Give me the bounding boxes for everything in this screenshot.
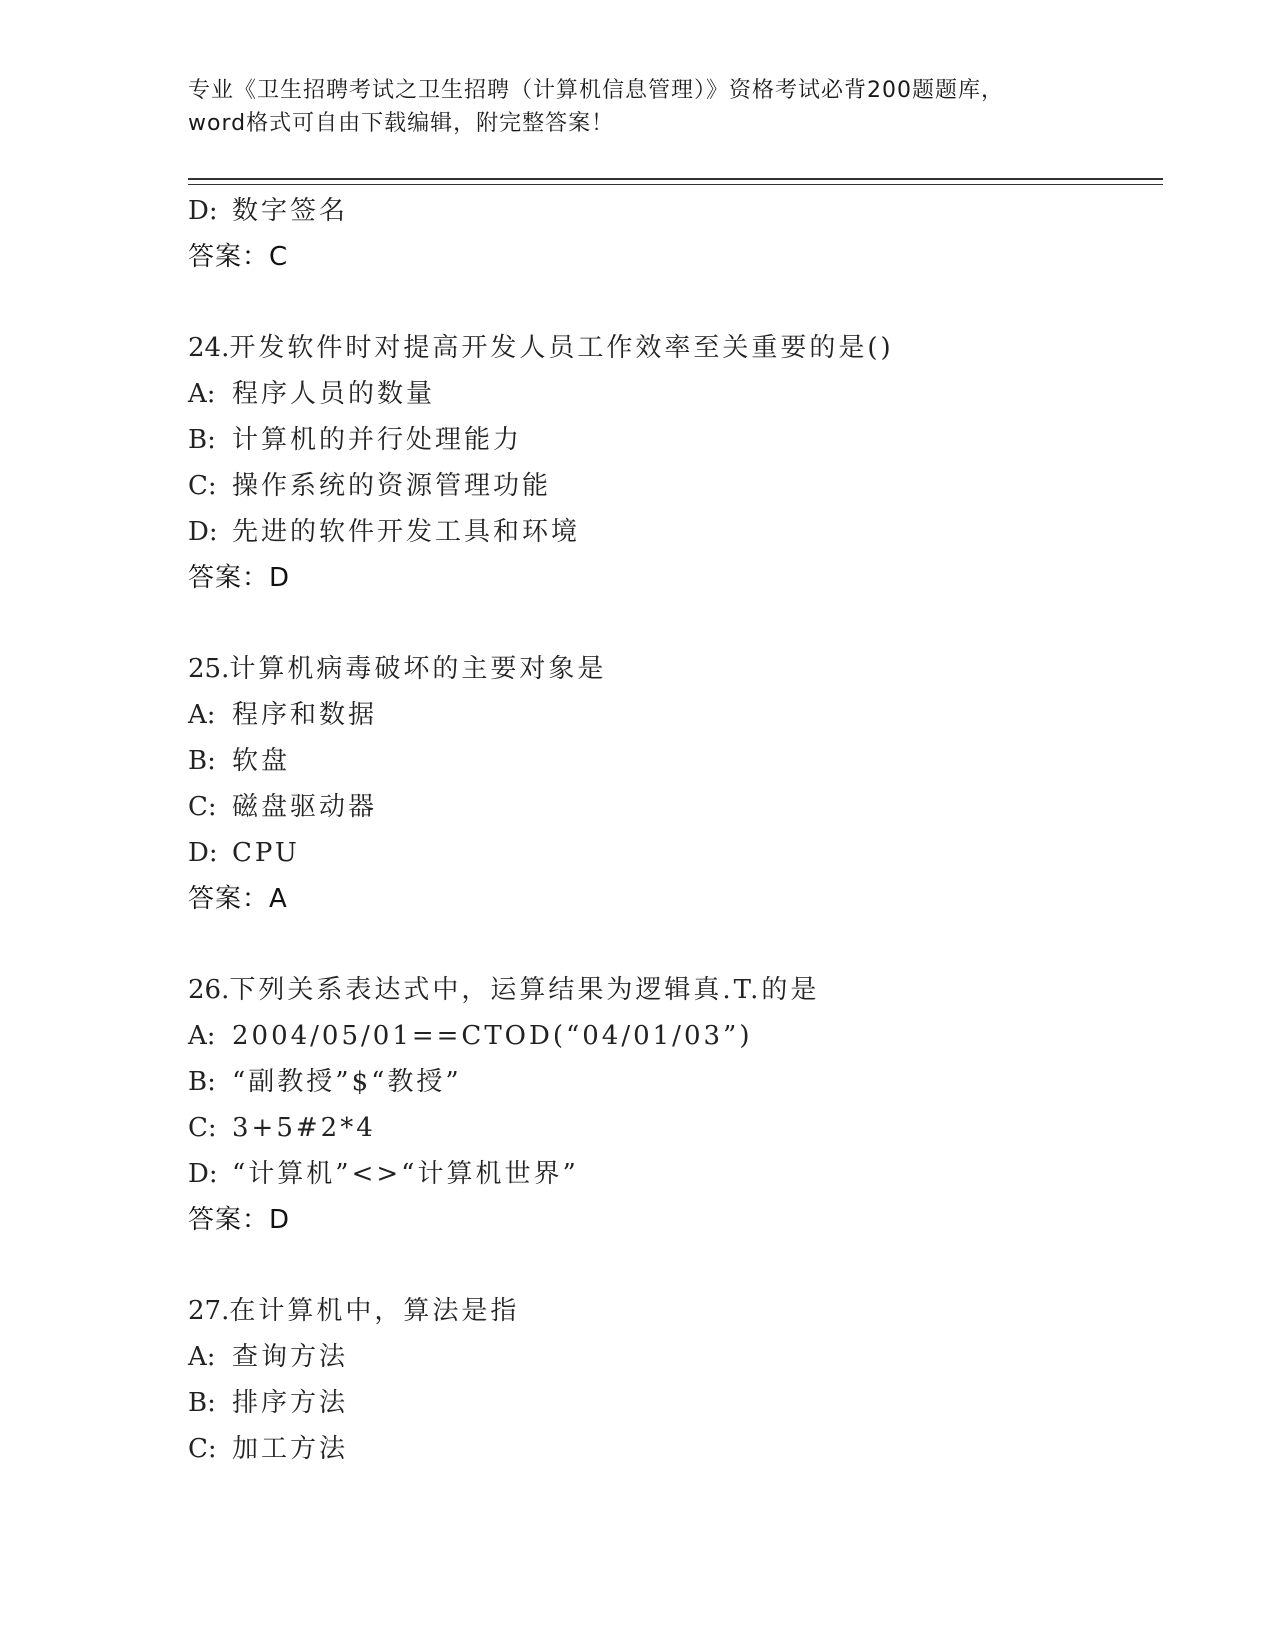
option-text: 计算机的并行处理能力 (232, 425, 523, 455)
option-label: D: (188, 517, 218, 547)
question-stem (188, 967, 1163, 1013)
answer-row (188, 876, 1163, 922)
option-row (188, 1151, 1163, 1197)
option-label: B: (188, 1388, 216, 1418)
option-label: B: (188, 1067, 216, 1097)
option-label: A: (188, 700, 216, 730)
option-label: D: (188, 196, 218, 226)
answer-value: D (269, 563, 290, 593)
answer-value: A (269, 884, 287, 914)
option-label: C: (188, 1434, 217, 1464)
option-label: C: (188, 1113, 217, 1143)
option-row (188, 1059, 1163, 1105)
option-row (188, 1105, 1163, 1151)
option-label: D: (188, 838, 218, 868)
question-list (188, 188, 1163, 1472)
option-text: 3+5#2*4 (232, 1113, 376, 1143)
option-row (188, 188, 1163, 234)
answer-value: C (269, 242, 288, 272)
question-text: 计算机病毒破坏的主要对象是 (229, 654, 607, 684)
answer-label: 答案： (188, 242, 270, 272)
option-text: 操作系统的资源管理功能 (232, 471, 552, 501)
option-text: 排序方法 (232, 1388, 349, 1418)
option-text: “副教授”$“教授” (232, 1067, 462, 1097)
header-divider-thick (188, 178, 1163, 180)
option-text: 2004/05/01==CTOD(“04/01/03”) (232, 1021, 753, 1051)
option-label: D: (188, 1159, 218, 1189)
option-row (188, 830, 1163, 876)
option-row (188, 784, 1163, 830)
option-label: B: (188, 746, 216, 776)
option-row (188, 1426, 1163, 1472)
option-text: 先进的软件开发工具和环境 (232, 517, 581, 547)
answer-row (188, 555, 1163, 601)
option-label: A: (188, 1342, 216, 1372)
header-line-2: word格式可自由下载编辑，附完整答案！ (188, 111, 615, 136)
option-text: 程序人员的数量 (232, 379, 436, 409)
question-text: 开发软件时对提高开发人员工作效率至关重要的是() (229, 333, 894, 363)
option-label: A: (188, 379, 216, 409)
option-row (188, 417, 1163, 463)
header-divider-thin (188, 184, 1163, 185)
question-stem (188, 1288, 1163, 1334)
answer-label: 答案： (188, 1205, 270, 1235)
option-label: C: (188, 792, 217, 822)
question-number: 27. (188, 1296, 230, 1326)
option-label: B: (188, 425, 216, 455)
question-text: 下列关系表达式中，运算结果为逻辑真.T.的是 (229, 975, 820, 1005)
option-text: 软盘 (232, 746, 291, 776)
option-label: C: (188, 471, 217, 501)
option-text: 磁盘驱动器 (232, 792, 378, 822)
option-text: 程序和数据 (232, 700, 378, 730)
option-label: A: (188, 1021, 216, 1051)
option-text: 查询方法 (232, 1342, 349, 1372)
option-row (188, 692, 1163, 738)
option-row (188, 371, 1163, 417)
option-row (188, 463, 1163, 509)
option-row (188, 1380, 1163, 1426)
question-stem (188, 646, 1163, 692)
answer-label: 答案： (188, 563, 270, 593)
option-text: “计算机”<>“计算机世界” (232, 1159, 579, 1189)
header-line-1: 专业《卫生招聘考试之卫生招聘（计算机信息管理）》资格考试必背200题题库， (188, 78, 1004, 103)
answer-value: D (269, 1205, 290, 1235)
question-stem (188, 325, 1163, 371)
answer-label: 答案： (188, 884, 270, 914)
question-number: 26. (188, 975, 230, 1005)
option-row (188, 1013, 1163, 1059)
document-header (188, 74, 1188, 140)
question-text: 在计算机中，算法是指 (229, 1296, 520, 1326)
question-number: 24. (188, 333, 230, 363)
option-row (188, 509, 1163, 555)
option-row (188, 738, 1163, 784)
option-text: 数字签名 (232, 196, 349, 226)
option-text: CPU (232, 838, 300, 868)
answer-row (188, 234, 1163, 280)
option-text: 加工方法 (232, 1434, 349, 1464)
question-number: 25. (188, 654, 230, 684)
option-row (188, 1334, 1163, 1380)
answer-row (188, 1197, 1163, 1243)
